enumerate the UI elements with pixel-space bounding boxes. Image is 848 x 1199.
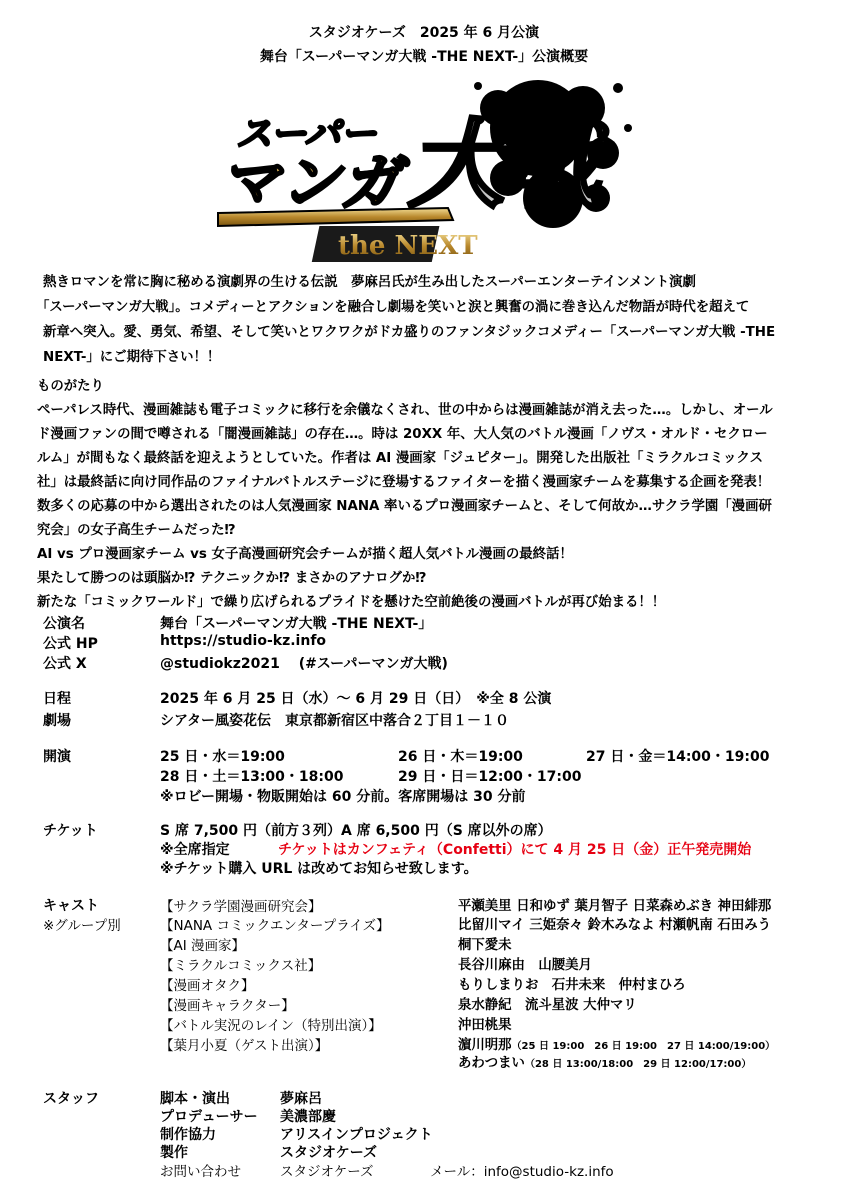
story-heading: ものがたり: [37, 379, 104, 394]
perf-time: 27 日・金＝14:00・19:00: [586, 749, 770, 765]
staff-label: スタッフ: [43, 1091, 99, 1107]
ticket-sale-notice: チケットはカンフェティ（Confetti）にて 4 月 25 日（金）正午発売開始: [278, 842, 752, 858]
cast-group: 【サクラ学園漫画研究会】: [160, 899, 322, 915]
intro-line: 熱きロマンを常に胸に秘める演劇界の生ける伝説 夢麻呂氏が生み出したスーパーエンターテインメント演劇: [43, 275, 696, 290]
cast-double-1-note: （25 日 19:00 26 日 19:00 27 日 14:00/19:00）: [511, 1041, 776, 1052]
super-manga-taisen-logo: [208, 68, 648, 268]
intro-line: NEXT-」にご期待下さい！！: [43, 350, 221, 365]
intro-line: 「スーパーマンガ大戦」。コメディーとアクションを融合し劇場を笑いと涙と興奮の渦に巻き込んだ物語が時代を超えて: [36, 300, 750, 315]
cast-group: 【NANA コミックエンタープライズ】: [160, 918, 390, 934]
contact-label: お問い合わせ: [160, 1164, 241, 1180]
story-line: ペーパレス時代、漫画雑誌も電子コミックに移行を余儀なくされ、世の中からは漫画雑誌が消え去った…。しかし、オール: [37, 403, 773, 418]
perf-note: ※ロビー開場・物販開始は 60 分前。客席開場は 30 分前: [160, 789, 526, 805]
cast-group: 【葉月小夏（ゲスト出演）】: [160, 1038, 329, 1054]
cast-group: 【ミラクルコミックス社】: [160, 958, 322, 974]
staff-role: 製作: [160, 1145, 188, 1161]
cast-double-1-name: 濵川明那: [458, 1038, 512, 1053]
perf-time: 26 日・木＝19:00: [398, 749, 523, 765]
cast-double-2: [458, 1052, 751, 1071]
story-line: 社」は最終話に向け同作品のファイナルバトルステージに登場するファイターを描く漫画家チームを募集する企画を発表！: [37, 475, 771, 490]
staff-name: アリスインプロジェクト: [280, 1127, 433, 1143]
story-line: ド漫画ファンの間で噂される「闇漫画雑誌」の存在…。時は 20XX 年、大人気のバトル漫画「ノヴス・オルド・セクロー: [37, 427, 768, 442]
cast-names: 沖田桃果: [458, 1018, 512, 1033]
perf-label: 開演: [43, 749, 71, 765]
staff-role: 制作協力: [160, 1127, 216, 1143]
staff-role: 脚本・演出: [160, 1091, 230, 1107]
cast-group: 【AI 漫画家】: [160, 938, 246, 954]
story-line: 数多くの応募の中から選出されたのは人気漫画家 NANA 率いるプロ漫画家チームと、そして何故か…サクラ学園「漫画研: [37, 499, 772, 514]
cast-sublabel: ※グループ別: [43, 918, 121, 934]
perf-time: 25 日・水＝19:00: [160, 749, 285, 765]
x-label: 公式 X: [43, 656, 87, 672]
schedule-value: 2025 年 6 月 25 日（水）～ 6 月 29 日（日） ※全 8 公演: [160, 691, 552, 707]
cast-names: もりしまりお 石井未来 仲村まひろ: [458, 978, 686, 993]
venue-value: シアター風姿花伝 東京都新宿区中落合２丁目１－１０: [160, 713, 510, 729]
cast-double-2-name: あわつまい: [458, 1056, 525, 1071]
header-line-2: 舞台「スーパーマンガ大戦 -THE NEXT-」公演概要: [259, 49, 589, 65]
story-line: 究会」の女子高生チームだった⁉: [37, 523, 236, 538]
title-label: 公演名: [43, 616, 85, 632]
logo-the-next: the NEXT: [338, 231, 478, 261]
schedule-label: 日程: [43, 691, 71, 707]
perf-time: 28 日・土＝13:00・18:00: [160, 769, 344, 785]
title-value: 舞台「スーパーマンガ大戦 -THE NEXT-」: [160, 616, 433, 632]
cast-group: 【漫画オタク】: [160, 978, 255, 994]
ticket-label: チケット: [43, 823, 98, 839]
story-line: 果たして勝つのは頭脳か⁉ テクニックか⁉ まさかのアナログか⁉: [37, 571, 427, 586]
contact-email[interactable]: メール：info@studio-kz.info: [430, 1164, 614, 1180]
logo-manga: マンガ: [220, 148, 400, 218]
contact-name: スタジオケーズ: [280, 1164, 374, 1180]
story-line: ルム」が間もなく最終話を迎えようとしていた。作者は AI 漫画家「ジュピター」。開発した出版社「ミラクルコミックス: [37, 451, 764, 466]
perf-time: 29 日・日＝12:00・17:00: [398, 769, 582, 785]
ticket-url-note: ※チケット購入 URL は改めてお知らせ致します。: [160, 861, 478, 877]
venue-label: 劇場: [43, 713, 71, 729]
staff-name: 夢麻呂: [280, 1091, 322, 1107]
cast-names: 桐下愛未: [458, 938, 512, 953]
cast-names: 長谷川麻由 山腰美月: [458, 958, 592, 973]
cast-label: キャスト: [43, 898, 99, 914]
x-account[interactable]: @studiokz2021 (#スーパーマンガ大戦): [160, 656, 448, 672]
ticket-reserved: ※全席指定: [160, 842, 230, 858]
logo-super: スーパー: [236, 114, 377, 155]
staff-role: プロデューサー: [160, 1109, 258, 1125]
staff-name: 美濃部慶: [280, 1109, 336, 1125]
header-line-1: スタジオケーズ 2025 年 6 月公演: [308, 25, 540, 41]
cast-names: 泉水静紀 流斗星波 大仲マリ: [458, 998, 637, 1013]
hp-label: 公式 HP: [43, 636, 98, 652]
intro-line: 新章へ突入。愛、勇気、希望、そして笑いとワクワクがドカ盛りのファンタジックコメディー「スーパーマンガ大戦 -THE: [43, 325, 776, 340]
staff-name: スタジオケーズ: [280, 1145, 378, 1161]
cast-group: 【バトル実況のレイン（特別出演）】: [160, 1018, 382, 1034]
cast-double-2-note: （28 日 13:00/18:00 29 日 12:00/17:00）: [524, 1059, 752, 1070]
cast-double-1: [458, 1034, 775, 1053]
cast-group: 【漫画キャラクター】: [160, 998, 295, 1014]
cast-names: 平瀬美里 日和ゆず 葉月智子 日菜森めぶき 神田緋那: [458, 899, 772, 914]
story-line: AI vs プロ漫画家チーム vs 女子高漫画研究会チームが描く超人気バトル漫画の最終話！: [37, 547, 573, 562]
logo-taisen: 大戦: [408, 109, 600, 221]
hp-link[interactable]: https://studio-kz.info: [160, 633, 327, 649]
cast-names: 比留川マイ 三姫奈々 鈴木みなよ 村瀬帆南 石田みう: [458, 918, 771, 933]
ticket-price: S 席 7,500 円（前方３列）A 席 6,500 円（S 席以外の席）: [160, 823, 552, 839]
story-line: 新たな「コミックワールド」で繰り広げられるプライドを懸けた空前絶後の漫画バトルが再び始まる！！: [37, 595, 666, 610]
